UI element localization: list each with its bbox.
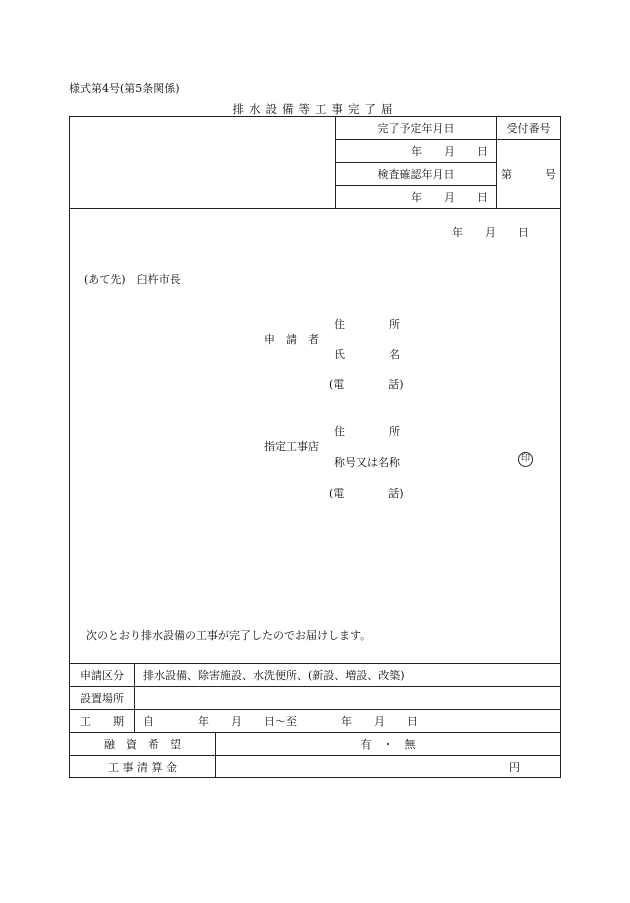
receipt-number-label: 受付番号: [506, 122, 551, 135]
addressee: (あて先) 臼杵市長: [84, 273, 181, 286]
period-label: 工 期: [80, 715, 124, 728]
location-field[interactable]: [135, 687, 560, 709]
category-field[interactable]: 排水設備、除害施設、水洗便所、(新設、増設、改築): [143, 669, 405, 682]
completion-planned-date-label: 完了予定年月日: [377, 122, 455, 135]
inspection-date-label: 検査確認年月日: [377, 168, 455, 181]
period-field[interactable]: 自 年 月 日～至 年 月 日: [143, 715, 418, 728]
contractor-address-label: 住 所: [334, 425, 400, 438]
inspection-date-field[interactable]: 年 月 日: [411, 191, 488, 204]
seal-mark: 印: [518, 452, 533, 467]
applicant-address-label: 住 所: [334, 318, 400, 331]
receipt-number-field[interactable]: 第 号: [501, 168, 556, 181]
form-number-label: 様式第4号(第5条関係): [69, 82, 180, 95]
contractor-heading: 指定工事店: [264, 440, 319, 453]
financing-choice[interactable]: 有 ・ 無: [360, 738, 416, 751]
settlement-label: 工 事 清 算 金: [108, 761, 177, 774]
financing-label: 融 資 希 望: [104, 738, 181, 751]
document-title: 排水設備等工事完了届: [232, 102, 398, 116]
applicant-name-label: 氏 名: [334, 348, 400, 361]
header-bottom-rule: [69, 208, 561, 209]
completion-planned-date-field[interactable]: 年 月 日: [411, 145, 488, 158]
applicant-phone-label: (電 話): [329, 378, 404, 391]
location-label: 設置場所: [80, 692, 124, 705]
applicant-heading: 申 請 者: [264, 333, 319, 346]
contractor-name-label: 称号又は名称: [334, 456, 400, 469]
declaration-statement: 次のとおり排水設備の工事が完了したのでお届けします。: [86, 629, 372, 642]
submission-date[interactable]: 年 月 日: [452, 226, 529, 239]
category-label: 申請区分: [80, 669, 124, 682]
settlement-amount-field[interactable]: 円: [509, 761, 520, 774]
contractor-phone-label: (電 話): [329, 487, 404, 500]
